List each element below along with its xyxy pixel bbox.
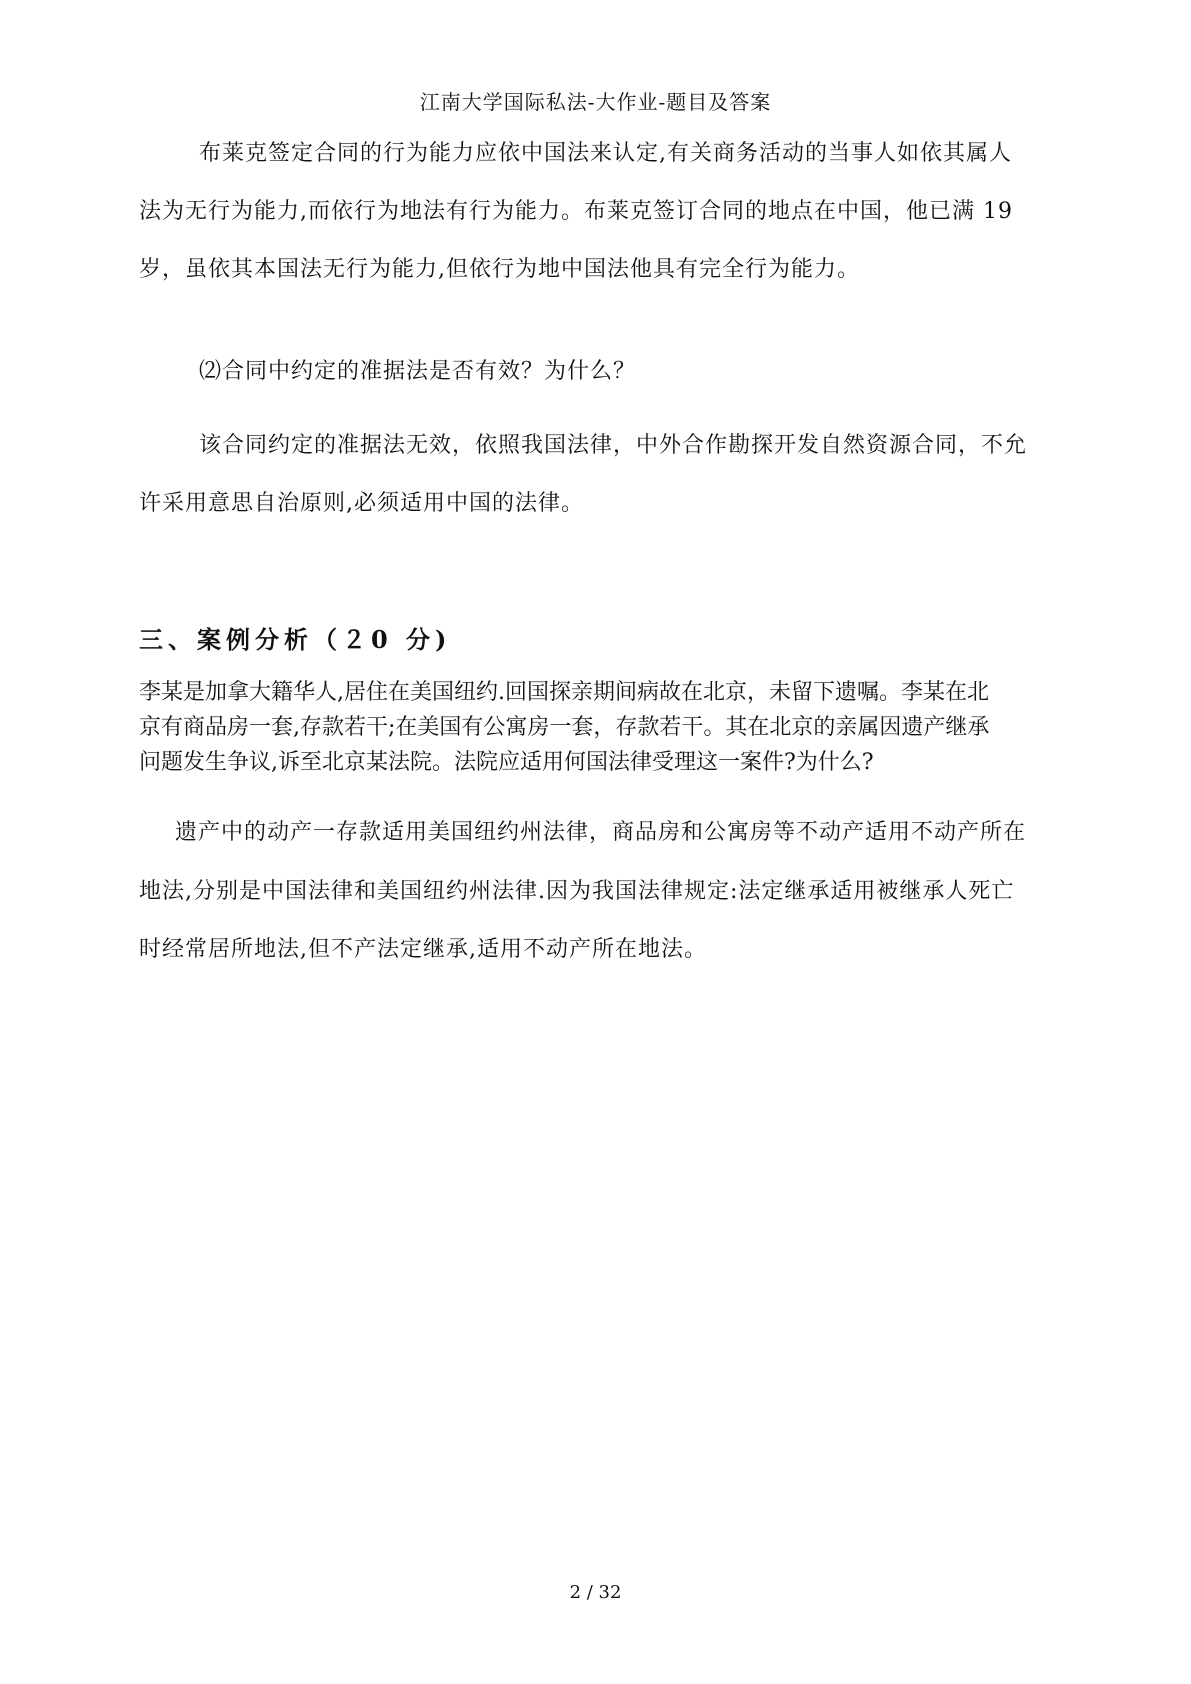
answer3-line-1: 遗产中的动产一存款适用美国纽约州法律，商品房和公寓房等不动产适用不动产所在 — [175, 820, 1027, 845]
case-line-1: 李某是加拿大籍华人,居住在美国纽约.回国探亲期间病故在北京，未留下遗嘱。李某在北 — [139, 680, 989, 705]
case-line-2: 京有商品房一套,存款若干;在美国有公寓房一套，存款若干。其在北京的亲属因遗产继承 — [139, 715, 990, 740]
answer3-line-3: 时经常居所地法,但不产法定继承,适用不动产所在地法。 — [139, 937, 707, 962]
page-number: 2 / 32 — [569, 1582, 622, 1603]
document-header-title: 江南大学国际私法-大作业-题目及答案 — [419, 90, 772, 114]
answer3-line-2: 地法,分别是中国法律和美国纽约州法律.因为我国法律规定:法定继承适用被继承人死亡 — [139, 879, 1015, 904]
answer1-line-3: 岁，虽依其本国法无行为能力,但依行为地中国法他具有完全行为能力。 — [139, 257, 860, 282]
question2-text: ⑵合同中约定的准据法是否有效？为什么？ — [199, 359, 637, 384]
section3-heading: 三、案例分析（２0 分) — [139, 625, 452, 654]
case-line-3: 问题发生争议,诉至北京某法院。法院应适用何国法律受理这一案件?为什么? — [139, 750, 874, 775]
answer1-line-1: 布莱克签定合同的行为能力应依中国法来认定,有关商务活动的当事人如依其属人 — [199, 141, 1012, 166]
answer2-line-2: 许采用意思自治原则,必须适用中国的法律。 — [139, 491, 584, 516]
answer2-line-1: 该合同约定的准据法无效，依照我国法律，中外合作勘探开发自然资源合同，不允 — [199, 433, 1028, 458]
answer1-line-2: 法为无行为能力,而依行为地法有行为能力。布莱克签订合同的地点在中国，他已满 19 — [139, 199, 1013, 224]
